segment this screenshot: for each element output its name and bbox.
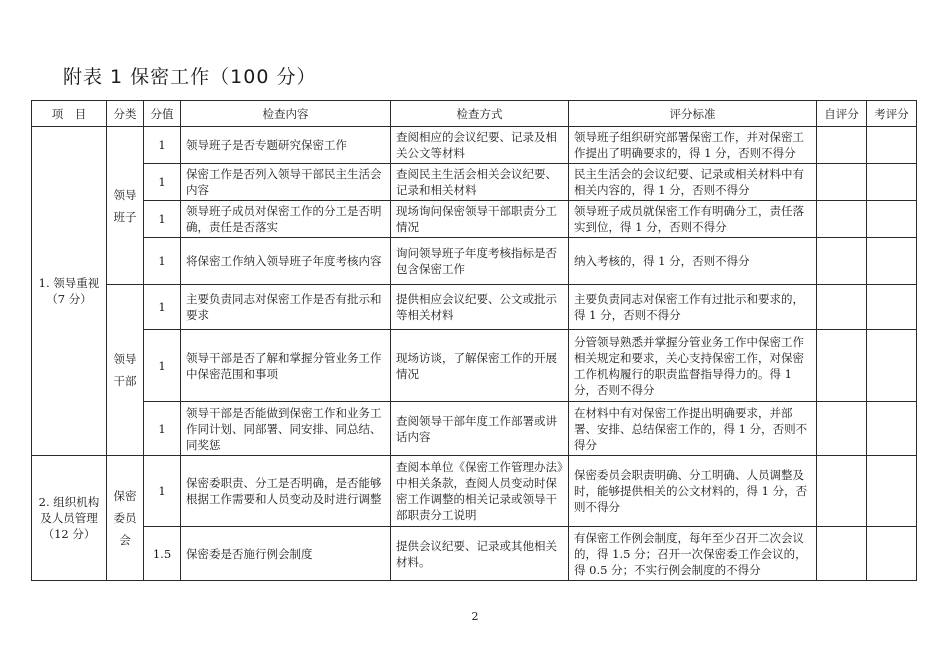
- content-cell: 主要负责同志对保密工作是否有批示和要求: [181, 285, 391, 330]
- self-score-cell[interactable]: [817, 402, 867, 456]
- method-cell: 现场访谈，了解保密工作的开展情况: [391, 330, 569, 402]
- self-score-cell[interactable]: [817, 127, 867, 164]
- method-cell: 查阅本单位《保密工作管理办法》中相关条款，查阅人员变动时保密工作调整的相关记录或领导干部职责分工说明: [391, 456, 569, 527]
- method-cell: 查阅领导干部年度工作部署或讲话内容: [391, 402, 569, 456]
- content-cell: 领导班子成员对保密工作的分工是否明确，责任是否落实: [181, 201, 391, 238]
- method-cell: 询问领导班子年度考核指标是否包含保密工作: [391, 238, 569, 285]
- item-cell: 1. 领导重视（7 分）: [32, 127, 107, 456]
- document-title: 附表 1 保密工作（100 分）: [63, 66, 317, 88]
- header-review-score: 考评分: [867, 101, 917, 127]
- review-score-cell[interactable]: [867, 164, 917, 201]
- criteria-cell: 在材料中有对保密工作提出明确要求，并部署、安排、总结保密工作的，得 1 分，否则不得分: [569, 402, 817, 456]
- header-content: 检查内容: [181, 101, 391, 127]
- criteria-cell: 分管领导熟悉并掌握分管业务工作中保密工作相关规定和要求，关心支持保密工作，对保密工作机构履行的职责监督指导得力的。得 1 分，否则不得分: [569, 330, 817, 402]
- method-cell: 查阅相应的会议纪要、记录及相关公文等材料: [391, 127, 569, 164]
- score-cell: 1: [144, 285, 181, 330]
- category-cell: 保密委员会: [107, 456, 144, 581]
- self-score-cell[interactable]: [817, 456, 867, 527]
- score-cell: 1.5: [144, 527, 181, 581]
- score-cell: 1: [144, 402, 181, 456]
- criteria-cell: 领导班子成员就保密工作有明确分工，责任落实到位，得 1 分，否则不得分: [569, 201, 817, 238]
- content-cell: 领导干部是否了解和掌握分管业务工作中保密范围和事项: [181, 330, 391, 402]
- criteria-cell: 民主生活会的会议纪要、记录或相关材料中有相关内容的，得 1 分，否则不得分: [569, 164, 817, 201]
- header-self-score: 自评分: [817, 101, 867, 127]
- criteria-cell: 主要负责同志对保密工作有过批示和要求的，得 1 分，否则不得分: [569, 285, 817, 330]
- content-cell: 保密委是否施行例会制度: [181, 527, 391, 581]
- score-cell: 1: [144, 330, 181, 402]
- review-score-cell[interactable]: [867, 285, 917, 330]
- self-score-cell[interactable]: [817, 201, 867, 238]
- header-score: 分值: [144, 101, 181, 127]
- content-cell: 领导班子是否专题研究保密工作: [181, 127, 391, 164]
- review-score-cell[interactable]: [867, 127, 917, 164]
- header-criteria: 评分标准: [569, 101, 817, 127]
- table-header-row: [32, 101, 917, 127]
- table-row: [32, 330, 917, 402]
- content-cell: 领导干部是否能做到保密工作和业务工作同计划、同部署、同安排、同总结、同奖惩: [181, 402, 391, 456]
- evaluation-table: [31, 100, 917, 581]
- criteria-cell: 纳入考核的，得 1 分，否则不得分: [569, 238, 817, 285]
- review-score-cell[interactable]: [867, 201, 917, 238]
- table-row: [32, 127, 917, 164]
- review-score-cell[interactable]: [867, 402, 917, 456]
- score-cell: 1: [144, 456, 181, 527]
- item-cell: 2. 组织机构及人员管理（12 分）: [32, 456, 107, 581]
- header-item: 项 目: [32, 101, 107, 127]
- score-cell: 1: [144, 201, 181, 238]
- review-score-cell[interactable]: [867, 527, 917, 581]
- self-score-cell[interactable]: [817, 285, 867, 330]
- header-method: 检查方式: [391, 101, 569, 127]
- table-row: [32, 201, 917, 238]
- content-cell: 保密工作是否列入领导干部民主生活会内容: [181, 164, 391, 201]
- self-score-cell[interactable]: [817, 238, 867, 285]
- review-score-cell[interactable]: [867, 456, 917, 527]
- page-number: 2: [471, 610, 479, 623]
- self-score-cell[interactable]: [817, 164, 867, 201]
- content-cell: 保密委职责、分工是否明确，是否能够根据工作需要和人员变动及时进行调整: [181, 456, 391, 527]
- score-cell: 1: [144, 238, 181, 285]
- method-cell: 提供会议纪要、记录或其他相关材料。: [391, 527, 569, 581]
- table-row: [32, 285, 917, 330]
- method-cell: 现场询问保密领导干部职责分工情况: [391, 201, 569, 238]
- criteria-cell: 保密委员会职责明确、分工明确、人员调整及时，能够提供相关的公文材料的，得 1 分，否则不得分: [569, 456, 817, 527]
- category-cell: 领导班子: [107, 127, 144, 285]
- method-cell: 查阅民主生活会相关会议纪要、记录和相关材料: [391, 164, 569, 201]
- header-category: 分类: [107, 101, 144, 127]
- category-cell: 领导干部: [107, 285, 144, 456]
- table-row: [32, 456, 917, 527]
- review-score-cell[interactable]: [867, 330, 917, 402]
- review-score-cell[interactable]: [867, 238, 917, 285]
- content-cell: 将保密工作纳入领导班子年度考核内容: [181, 238, 391, 285]
- self-score-cell[interactable]: [817, 527, 867, 581]
- score-cell: 1: [144, 127, 181, 164]
- score-cell: 1: [144, 164, 181, 201]
- table-row: [32, 527, 917, 581]
- table-row: [32, 238, 917, 285]
- criteria-cell: 领导班子组织研究部署保密工作，并对保密工作提出了明确要求的，得 1 分，否则不得分: [569, 127, 817, 164]
- self-score-cell[interactable]: [817, 330, 867, 402]
- criteria-cell: 有保密工作例会制度，每年至少召开二次会议的，得 1.5 分；召开一次保密委工作会议的，得 0.5 分；不实行例会制度的不得分: [569, 527, 817, 581]
- table-row: [32, 402, 917, 456]
- method-cell: 提供相应会议纪要、公文或批示等相关材料: [391, 285, 569, 330]
- table-row: [32, 164, 917, 201]
